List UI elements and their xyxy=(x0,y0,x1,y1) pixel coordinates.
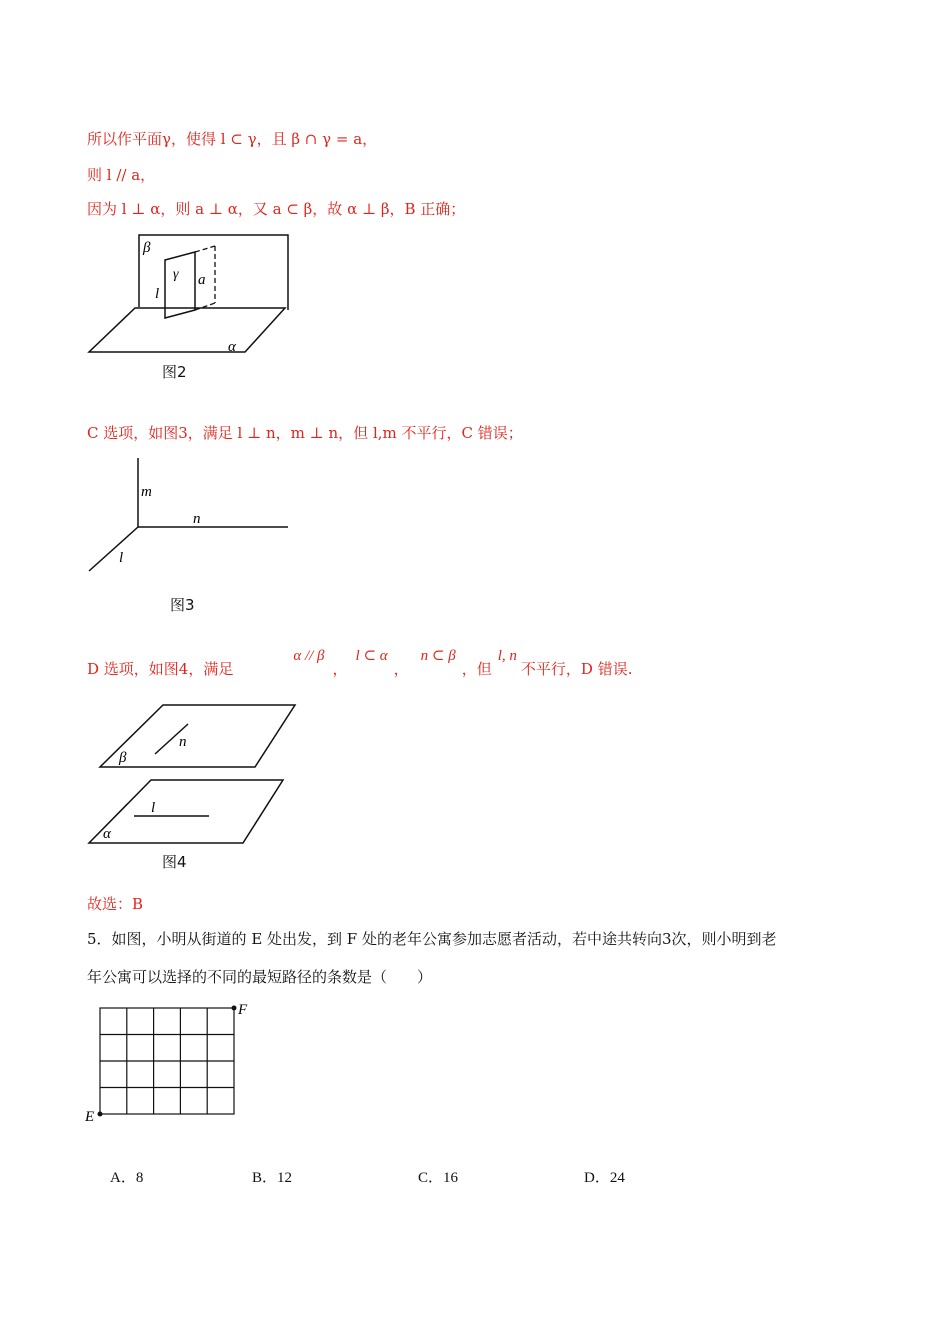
grid-label-F: F xyxy=(238,1002,248,1018)
line5-pre: D 选项，如图4，满足 xyxy=(87,660,234,678)
street-grid xyxy=(82,998,262,1128)
line5-l-n: l, n xyxy=(497,648,517,664)
fig3-label-n: n xyxy=(193,511,201,527)
solution-line-5: D 选项，如图4，满足α // β，l ⊂ α，n ⊂ β，但l, n不平行，D 错误. xyxy=(87,648,633,678)
choice-c[interactable]: C．16 xyxy=(418,1170,459,1186)
line5-alpha-parallel-beta: α // β xyxy=(293,648,325,664)
question-line-2: 年公寓可以选择的不同的最短路径的条数是（ ） xyxy=(87,968,433,986)
question-line-1: 5．如图，小明从街道的 E 处出发，到 F 处的老年公寓参加志愿者活动，若中途共转向3次，则小明到老 xyxy=(87,930,777,948)
line5-l-in-alpha: l ⊂ α xyxy=(355,648,388,664)
choice-a[interactable]: A．8 xyxy=(110,1170,144,1186)
solution-line-4: C 选项，如图3，满足 l ⊥ n，m ⊥ n，但 l,m 不平行，C 错误； xyxy=(87,424,523,442)
fig4-label-beta: β xyxy=(119,750,127,766)
fig4-caption: 图4 xyxy=(162,853,187,871)
fig4-label-n: n xyxy=(179,734,187,750)
fig2-label-alpha: α xyxy=(228,339,236,355)
fig2-label-beta: β xyxy=(143,240,151,256)
fig3-label-l: l xyxy=(119,550,124,566)
solution-line-1: 所以作平面γ，使得 l ⊂ γ，且 β ∩ γ = a， xyxy=(87,130,378,148)
fig4-label-alpha: α xyxy=(103,826,111,842)
fig2-label-gamma: γ xyxy=(173,267,179,282)
solution-line-2: 则 l // a， xyxy=(87,166,156,184)
fig4-label-l: l xyxy=(151,800,156,816)
fig2-caption: 图2 xyxy=(162,363,187,381)
figure-4 xyxy=(85,700,305,850)
figure-2 xyxy=(85,230,305,360)
solution-line-3: 因为 l ⊥ α，则 a ⊥ α，又 a ⊂ β，故 α ⊥ β，B 正确； xyxy=(87,200,466,218)
answer-line: 故选：B xyxy=(87,895,144,913)
fig3-label-m: m xyxy=(141,484,152,500)
fig3-caption: 图3 xyxy=(170,596,195,614)
line5-post: 不平行，D 错误. xyxy=(520,660,633,678)
grid-label-E: E xyxy=(85,1109,95,1125)
fig2-label-l: l xyxy=(155,286,160,302)
figure-3 xyxy=(85,455,300,580)
choice-b[interactable]: B．12 xyxy=(252,1170,293,1186)
line5-n-in-beta: n ⊂ β xyxy=(420,648,456,664)
choice-d[interactable]: D．24 xyxy=(584,1170,625,1186)
fig2-label-a: a xyxy=(198,272,206,288)
